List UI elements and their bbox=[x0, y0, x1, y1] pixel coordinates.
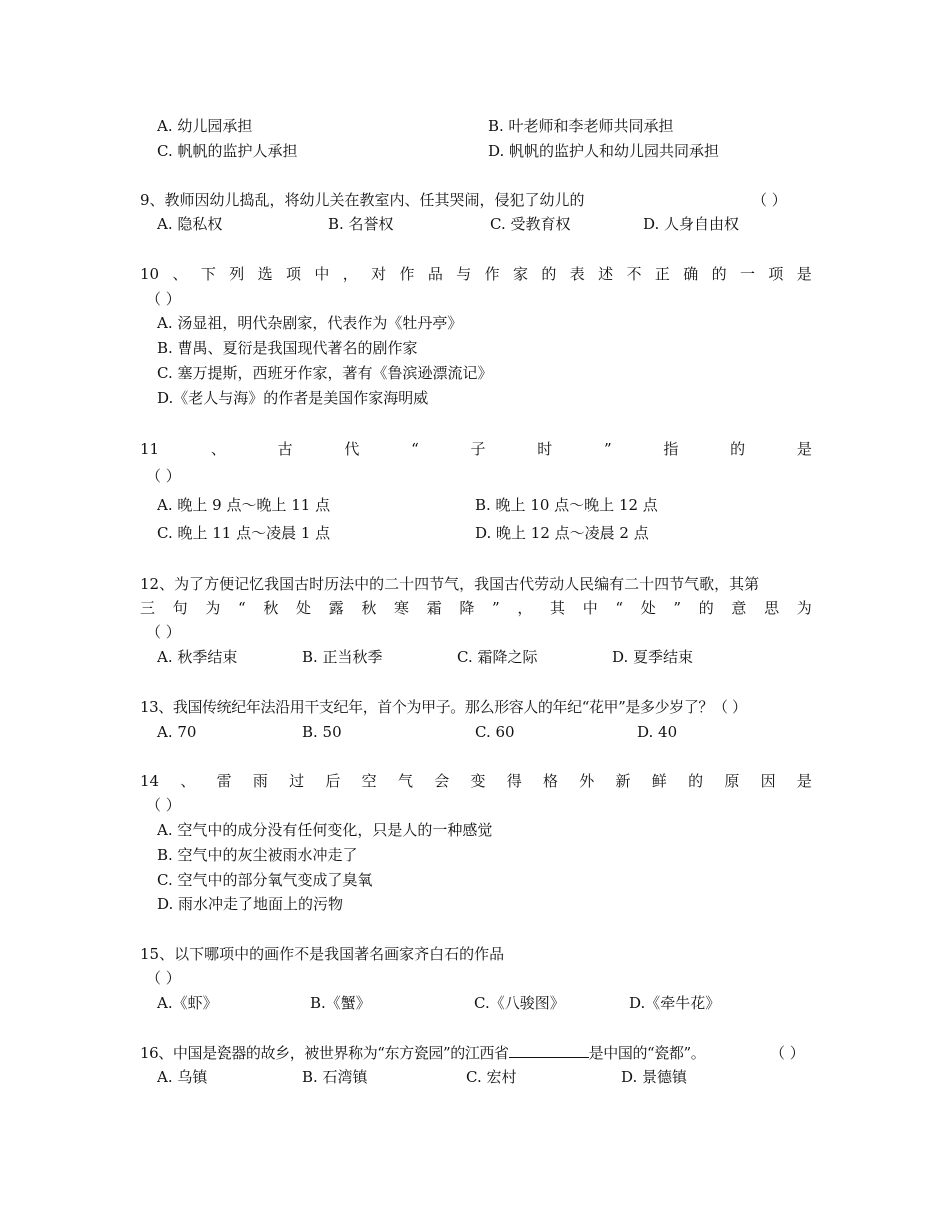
q11-option-d: D. 晚上 12 点～凌晨 2 点 bbox=[475, 524, 649, 542]
q10-option-b: B. 曹禺、夏衍是我国现代著名的剧作家 bbox=[157, 339, 418, 357]
q11-option-a: A. 晚上 9 点～晚上 11 点 bbox=[157, 496, 331, 514]
q13-option-b: B. 50 bbox=[302, 723, 342, 741]
q14-stem: 14 、 雷 雨 过 后 空 气 会 变 得 格 外 新 鲜 的 原 因 是 bbox=[140, 772, 812, 790]
q16-answer-paren: （ ） bbox=[770, 1044, 805, 1062]
q13-option-c: C. 60 bbox=[475, 723, 515, 741]
q8-option-d: D. 帆帆的监护人和幼儿园共同承担 bbox=[488, 142, 720, 160]
q11-answer-paren: （ ） bbox=[146, 467, 181, 485]
q16-option-b: B. 石湾镇 bbox=[302, 1068, 368, 1086]
q14-option-d: D. 雨水冲走了地面上的污物 bbox=[157, 895, 344, 913]
q12-option-c: C. 霜降之际 bbox=[457, 648, 538, 666]
q11-option-c: C. 晚上 11 点～凌晨 1 点 bbox=[157, 524, 331, 542]
q9-stem: 9、教师因幼儿捣乱，将幼儿关在教室内、任其哭闹，侵犯了幼儿的 bbox=[140, 191, 585, 209]
q12-option-a: A. 秋季结束 bbox=[157, 648, 238, 666]
q14-option-c: C. 空气中的部分氧气变成了臭氧 bbox=[157, 871, 373, 889]
q16-stem bbox=[140, 1043, 705, 1063]
q13-option-a: A. 70 bbox=[157, 723, 197, 741]
q13-stem: 13、我国传统纪年法沿用干支纪年，首个为甲子。那么形容人的年纪“花甲”是多少岁了？（ ） bbox=[140, 698, 747, 716]
q8-option-b: B. 叶老师和李老师共同承担 bbox=[488, 117, 674, 135]
q16-option-c: C. 宏村 bbox=[466, 1068, 517, 1086]
q12-stem-line1: 12、为了方便记忆我国古时历法中的二十四节气，我国古代劳动人民编有二十四节气歌，其第 bbox=[140, 575, 760, 593]
q13-option-d: D. 40 bbox=[637, 723, 678, 741]
q16-option-d: D. 景德镇 bbox=[621, 1068, 688, 1086]
q10-option-d: D.《老人与海》的作者是美国作家海明威 bbox=[157, 389, 429, 407]
q16-stem-before: 16、中国是瓷器的故乡，被世界称为“东方瓷园”的江西省 bbox=[140, 1044, 509, 1062]
q11-option-b: B. 晚上 10 点～晚上 12 点 bbox=[475, 496, 658, 514]
q12-option-b: B. 正当秋季 bbox=[302, 648, 383, 666]
q16-stem-after: 是中国的“瓷都”。 bbox=[588, 1044, 706, 1062]
q14-option-a: A. 空气中的成分没有任何变化，只是人的一种感觉 bbox=[157, 821, 493, 839]
q8-option-c: C. 帆帆的监护人承担 bbox=[157, 142, 298, 160]
q12-stem-line2: 三 句 为 “ 秋 处 露 秋 寒 霜 降 ” ， 其 中 “ 处 ” 的 意 思 为 bbox=[140, 599, 812, 617]
q11-stem: 11 、 古 代 “ 子 时 ” 指 的 是 bbox=[140, 440, 812, 458]
q10-option-c: C. 塞万提斯，西班牙作家，著有《鲁滨逊漂流记》 bbox=[157, 364, 493, 382]
q14-option-b: B. 空气中的灰尘被雨水冲走了 bbox=[157, 846, 358, 864]
q16-option-a: A. 乌镇 bbox=[157, 1068, 208, 1086]
q12-answer-paren: （ ） bbox=[146, 623, 181, 641]
q10-option-a: A. 汤显祖，明代杂剧家，代表作为《牡丹亭》 bbox=[157, 314, 463, 332]
q16-answer-blank bbox=[509, 1043, 589, 1058]
q15-answer-paren: （ ） bbox=[146, 969, 181, 987]
q9-answer-paren: （ ） bbox=[752, 191, 787, 209]
q10-answer-paren: （ ） bbox=[146, 290, 181, 308]
q15-option-d: D.《牵牛花》 bbox=[629, 994, 721, 1012]
q10-stem: 10 、 下 列 选 项 中 ， 对 作 品 与 作 家 的 表 述 不 正 确 的 一 项 是 bbox=[140, 265, 812, 283]
q9-option-b: B. 名誉权 bbox=[328, 215, 394, 233]
q15-option-c: C.《八骏图》 bbox=[474, 994, 565, 1012]
q9-option-c: C. 受教育权 bbox=[490, 215, 571, 233]
q15-option-b: B.《蟹》 bbox=[310, 994, 371, 1012]
q15-option-a: A.《虾》 bbox=[157, 994, 218, 1012]
q15-stem: 15、以下哪项中的画作不是我国著名画家齐白石的作品 bbox=[140, 945, 505, 963]
q12-option-d: D. 夏季结束 bbox=[612, 648, 694, 666]
q9-option-d: D. 人身自由权 bbox=[643, 215, 740, 233]
q14-answer-paren: （ ） bbox=[146, 796, 181, 814]
q8-option-a: A. 幼儿园承担 bbox=[157, 117, 253, 135]
q9-option-a: A. 隐私权 bbox=[157, 215, 223, 233]
